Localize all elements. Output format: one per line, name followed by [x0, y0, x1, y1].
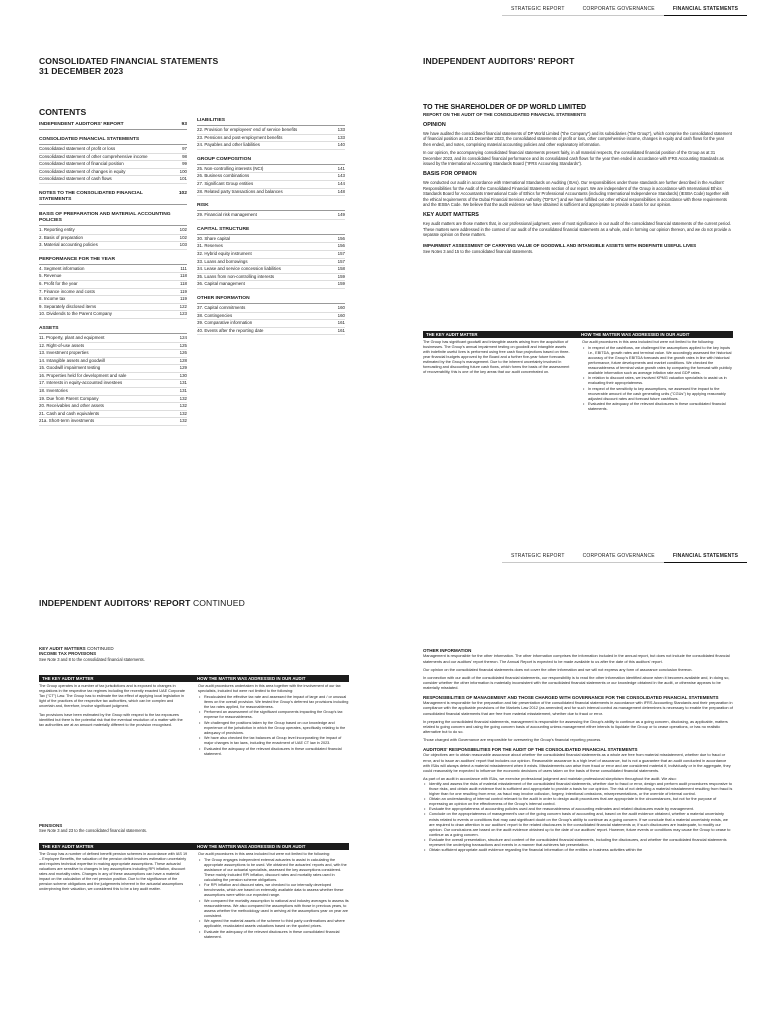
auditors-responsibilities-paragraph: As part of an audit in accordance with ISAs, we exercise professional judgment and maintain professional skepticism throughout the audit. We also:: [423, 775, 677, 781]
nav-corporate-governance[interactable]: CORPORATE GOVERNANCE: [574, 549, 664, 563]
contents-title: CONTENTS: [39, 107, 87, 117]
toc-row[interactable]: 33. Loans and borrowings 157: [197, 259, 345, 267]
list-item: • We agreed the material assets of the scheme to third party confirmations and where applicable, recalculated assets valuations based on the quoted prices.: [198, 919, 349, 929]
toc-heading: CONSOLIDATED FINANCIAL STATEMENTS: [39, 137, 187, 145]
toc-row[interactable]: 20. Receivables and other assets 132: [39, 403, 187, 411]
pensions-section: [39, 823, 349, 834]
kam-column-addressed: HOW THE MATTER WAS ADDRESSED IN OUR AUDIT: [581, 332, 690, 337]
kam-table-body: [39, 682, 349, 757]
list-item: • For RPI inflation and discount rates, we checked to our internally developed benchmarks, which are based on externally available data to assess whether these assumptions were within our expected range.: [198, 883, 349, 898]
auditors-responsibilities-paragraph: Our objectives are to obtain reasonable assurance about whether the consolidated financial statements as a whole are free from material misstatement, whether due to fraud or error, and to issue an auditors' report that includes our opinion. Reasonable assurance is a high level of assurance, but is not a guarantee that an audit conducted in accordance with ISAs will always detect a material misstatement when it exists. Misstatements can arise from fraud or error and are considered material if, individually or in the aggregate, they could reasonably be expected to influence the economic decisions of users taken on the basis of these consolidated financial statements.: [423, 752, 731, 773]
kam-column-addressed: HOW THE MATTER WAS ADDRESSED IN OUR AUDIT: [197, 844, 306, 849]
section-title-line-2: 31 DECEMBER 2023: [39, 66, 124, 76]
income-tax-note: See Note 3 and 8 to the consolidated financial statements.: [39, 656, 145, 662]
nav-corporate-governance[interactable]: CORPORATE GOVERNANCE: [574, 2, 664, 16]
kam-table-impairment: [423, 331, 733, 412]
toc-row[interactable]: 11. Property, plant and equipment 124: [39, 335, 187, 343]
list-item: • We challenged the positions taken by the Group based on our knowledge and experience of the jurisdiction in which the Group operates, specifically relating to the adequacy of provisions.: [198, 721, 349, 736]
nav-strategic-report[interactable]: STRATEGIC REPORT: [502, 549, 574, 563]
responsibilities-heading: RESPONSIBILITIES OF MANAGEMENT AND THOSE CHARGED WITH GOVERNANCE FOR THE CONSOLIDATED FINANCIAL STATEMENTS: [423, 694, 719, 700]
toc-row[interactable]: 2. Basis of preparation 102: [39, 235, 187, 243]
list-item: • Evaluated the adequacy of the relevant disclosures in these consolidated financial statement.: [198, 747, 349, 757]
toc-row[interactable]: 22. Provision for employees' end of service benefits 133: [197, 127, 345, 135]
kam-table-header: [423, 331, 733, 338]
toc-row[interactable]: 30. Share capital 156: [197, 236, 345, 244]
contents-column-1: [39, 122, 187, 426]
toc-row[interactable]: Consolidated statement of changes in equity 100: [39, 169, 187, 177]
opinion-paragraph-1: We have audited the consolidated financial statements of DP World Limited ("the Company") and its subsidiaries ("the Group"), which comprise the consolidated statement of financial position as at 31 December 2023, the consolidated statements of profit or loss, other comprehensive income, changes in equity and cash flows for the year then ended, and notes, comprising material accounting policies and other explanatory information.: [423, 130, 732, 147]
procedure-list: [198, 695, 349, 757]
toc-heading: ASSETS: [39, 326, 187, 334]
responsibilities-paragraph: Those charged with Governance are responsible for overseeing the Group's financial reporting process.: [423, 736, 602, 742]
toc-heading: LIABILITIES: [197, 118, 345, 126]
kam-matter-text: The Group has a number of defined benefit pension schemes in accordance with IAS 19 – Employee Benefits, the valuation of the pension deficit involves estimation uncertainty and requires technical expertise in making appropriate assumptions. These actuarial valuations are sensitive to changes in key assumptions including RPI inflation, discount rates and mortality rates. Changes in any of these assumptions can have a material impact on the calculation of the net pension position. Due to the significance of the pension scheme obligations and the judgements inherent in the actuarial assumptions underpinning their valuation, we considered this to be a key audit matter.: [39, 852, 188, 891]
kam-column-addressed: HOW THE MATTER WAS ADDRESSED IN OUR AUDIT: [197, 676, 306, 681]
list-item: • We have also checked the tax balances at Group level incorporating the impact of major changes in tax laws, including the enactment of UAE CT law in 2023.: [198, 736, 349, 746]
toc-row[interactable]: 4. Segment information 111: [39, 266, 187, 274]
list-item: • Identify and assess the risks of material misstatement of the consolidated financial statements, whether due to fraud or error, design and perform audit procedures responsive to those risks, and obtain audit evidence that is sufficient and appropriate to provide a basis for our opinion. The risk of not detecting a material misstatement resulting from fraud is higher than for one resulting from error, as fraud may involve collusion, forgery, intentional omissions, misrepresentations, or the override of internal control.: [424, 780, 733, 797]
toc-row[interactable]: 29. Financial risk management 149: [197, 212, 345, 220]
toc-heading-auditors-report[interactable]: INDEPENDENT AUDITORS' REPORT 93: [39, 122, 187, 130]
toc-heading: RISK: [197, 203, 345, 211]
nav-financial-statements[interactable]: FINANCIAL STATEMENTS: [664, 549, 747, 563]
kam-procedures: Our audit procedures undertaken in this area together with the involvement of our tax specialists, included but were not limited to the following: • Recalculated the effective tax rate and assessed the impact of large and / or unusual items on the overall provision. We tested the Group's deferred tax provisions including the tax rates applied, for reasonableness. • Performed an assessment of the significant components impacting the Group's tax expense for reasonableness. • We challenged the positions taken by the Group based on our knowledge and experience of the jurisdiction in which the Group operates, specifically relating to the adequacy of provisions. • We have also checked the tax balances at Group level incorporating the impact of major changes in tax laws, including the enactment of UAE CT law in 2023. • Evaluated the adequacy of the relevant disclosures in these consolidated financial statement.: [194, 682, 349, 757]
toc-row[interactable]: 9. Separately disclosed items 122: [39, 304, 187, 312]
section-title: [39, 56, 218, 76]
opinion-paragraph-2: In our opinion, the accompanying consolidated financial statements present fairly, in all material respects, the consolidated financial position of the Group as at 31 December 2023, and its consolidated financial performance and its consolidated cash flows for the year then ended in accordance with IFRS Accounting Standards as issued by the International Accounting Standards Board ("IFRS Accounting Standards").: [423, 150, 724, 166]
top-navigation-lower: [502, 549, 747, 563]
other-information-heading: OTHER INFORMATION: [423, 648, 472, 653]
procedure-list: [198, 858, 349, 940]
kam-paragraph: Key audit matters are those matters that, in our professional judgment, were of most significance in our audit of the consolidated financial statements of the current period. These matters were addressed in the context of our audit of the consolidated financial statements as a whole, and in forming our opinion thereon, and we do not provide a separate opinion on these matters.: [423, 221, 731, 238]
top-navigation: [502, 2, 747, 16]
toc-heading-notes[interactable]: NOTES TO THE CONSOLIDATED FINANCIAL STATEMENTS 102: [39, 191, 187, 205]
kam-continued-section: [39, 646, 349, 662]
toc-row[interactable]: 39. Comparative information 161: [197, 320, 345, 328]
page-title: INDEPENDENT AUDITORS' REPORT: [423, 56, 575, 66]
toc-row[interactable]: 12. Right-of-use assets 125: [39, 343, 187, 351]
other-info-paragraph: In connection with our audit of the consolidated financial statements, our responsibility is to read the other information identified above when it becomes available and, in doing so, consider whether the other information is materially inconsistent with the consolidated financial statements or our knowledge obtained in the audit, or otherwise appears to be materially misstated.: [423, 674, 730, 690]
toc-row[interactable]: 8. Income tax 119: [39, 296, 187, 304]
other-info-paragraph: Our opinion on the consolidated financial statements does not cover the other information and we will not express any form of assurance conclusion thereon.: [423, 666, 693, 672]
income-tax-heading: INCOME TAX PROVISIONS: [39, 651, 97, 657]
toc-row[interactable]: 35. Loans from non-controlling interests 159: [197, 274, 345, 282]
auditors-responsibilities-heading: AUDITORS' RESPONSIBILITIES FOR THE AUDIT OF THE CONSOLIDATED FINANCIAL STATEMENTS: [423, 747, 638, 753]
procedure-list: [582, 346, 733, 413]
list-item: • In respect of the cashflows, we challenged the assumptions applied to the key inputs i.e., EBITDA, growth rates and terminal value. We accordingly assessed the historical accuracy of the Group's EBITDA forecasts and the growth rates in line with historical performance, future developments and market conditions. We checked the reasonableness of terminal value growth rates by comparing the forecast with publicly available information such as average inflation rate and GDP rates.: [582, 346, 733, 376]
nav-strategic-report[interactable]: STRATEGIC REPORT: [502, 2, 574, 16]
toc-row[interactable]: 10. Dividends to the Parent Company 123: [39, 311, 187, 319]
toc-heading: GROUP COMPOSITION: [197, 157, 345, 165]
toc-row[interactable]: 13. Investment properties 126: [39, 350, 187, 358]
list-item: • Performed an assessment of the significant components impacting the Group's tax expense for reasonableness.: [198, 710, 349, 720]
toc-heading: CAPITAL STRUCTURE: [197, 227, 345, 235]
kam-procedures: Our audit procedures in this area included but were not limited to the following: • In respect of the cashflows, we challenged the assumptions applied to the key inputs i.e., EBITDA, growth rates and terminal value. We accordingly assessed the historical accuracy of the Group's EBITDA forecasts and the growth rates in line with historical performance, future developments and market conditions. We checked the reasonableness of terminal value growth rates by comparing the forecast with publicly available information such as average inflation rate and GDP rates. • In relation to discount rates, we involved KPMG valuation specialists to assist us in evaluating their appropriateness. • In respect of the sensitivity to key assumptions, we assessed the impact to the recoverable amount of the cash generating units ("CGUs") by applying reasonably adjusted discount rates and forecast future cashflows. • Evaluated the adequacy of the relevant disclosures in these consolidated financial statements.: [578, 338, 733, 412]
toc-row[interactable]: 14. Intangible assets and goodwill 128: [39, 358, 187, 366]
toc-row[interactable]: Consolidated statement of cash flows 101: [39, 176, 187, 184]
list-item: • Evaluate the overall presentation, structure and content of the consolidated financial statements, including the disclosures, and whether the consolidated financial statements represent the underlying transactions and events in a manner that achieves fair presentation.: [424, 836, 727, 848]
toc-row[interactable]: Consolidated statement of financial position 99: [39, 161, 187, 169]
list-item: • In relation to discount rates, we involved KPMG valuation specialists to assist us in evaluating their appropriateness.: [582, 376, 733, 386]
toc-row[interactable]: 26. Business combinations 143: [197, 173, 345, 181]
kam-table-income-tax: [39, 675, 349, 757]
toc-row[interactable]: 17. Interests in equity-accounted investees 131: [39, 380, 187, 388]
list-item: • Recalculated the effective tax rate and assessed the impact of large and / or unusual items on the overall provision. We tested the Group's deferred tax provisions including the tax rates applied, for reasonableness.: [198, 695, 349, 710]
basis-paragraph: We conducted our audit in accordance with International Standards on Auditing (ISAs). Our responsibilities under those standards are further described in the Auditors' Responsibilities for the Audit of the Consolidated Financial Statements section of our report. We are independent of the Group in accordance with International Ethics Standards Board for Accountants International Code of Ethics for Professional Accountants (including International Independence Standards) (IESBA Code) together with the ethical requirements of the Dubai Financial Services Authority ("DFSA") and we have fulfilled our other ethical responsibilities in accordance with these requirements and the IESBA Code. We believe that the audit evidence we have obtained is sufficient and appropriate to provide a basis for our opinion.: [423, 180, 730, 207]
list-item: • In respect of the sensitivity to key assumptions, we assessed the impact to the recoverable amount of the cash generating units ("CGUs") by applying reasonably adjusted discount rates and forecast future cashflows.: [582, 387, 733, 402]
toc-heading: OTHER INFORMATION: [197, 296, 345, 304]
spread-pages-94-95: [0, 512, 768, 1024]
list-item: • We compared the mortality assumption to national and industry averages to assess its reasonableness. We also compared the assumptions with those in previous years, to assess whether the methodology used in arriving at the assumptions year on year are consistent.: [198, 899, 349, 919]
kam-heading: KEY AUDIT MATTERS: [423, 212, 479, 219]
responsibilities-paragraph: Management is responsible for the preparation and fair presentation of the consolidated financial statements in accordance with IFRS Accounting Standards and their preparation in compliance with the applicable provisions of the Markets Law 2012 (as amended) and for such internal control as management determines is necessary to enable the preparation of consolidated financial statements that are free from material misstatement, whether due to fraud or error.: [423, 700, 733, 716]
pensions-heading: PENSIONS: [39, 823, 63, 828]
toc-row[interactable]: 25. Non-controlling interests (NCI) 141: [197, 166, 345, 174]
toc-row[interactable]: 40. Events after the reporting date 161: [197, 328, 345, 336]
toc-row[interactable]: 34. Lease and service concession liabilities 158: [197, 266, 345, 274]
toc-row[interactable]: 27. Significant Group entities 144: [197, 181, 345, 189]
kam-column-matter: THE KEY AUDIT MATTER: [42, 844, 94, 849]
toc-row[interactable]: 6. Profit for the year 118: [39, 281, 187, 289]
toc-row[interactable]: 21a. Short-term investments 132: [39, 418, 187, 426]
toc-row[interactable]: 28. Related party transactions and balances 148: [197, 189, 345, 197]
report-addressee: TO THE SHAREHOLDER OF DP WORLD LIMITED: [423, 104, 587, 111]
list-item: • Obtain sufficient appropriate audit evidence regarding the financial information of the entities or business activities within the: [424, 847, 643, 853]
auditor-duties-list: [423, 781, 733, 852]
toc-row[interactable]: 38. Contingencies 160: [197, 313, 345, 321]
list-item: • Evaluated the adequacy of the relevant disclosures in these consolidated financial statements.: [582, 402, 733, 412]
list-item: • Evaluate the appropriateness of accounting policies used and the reasonableness of accounting estimates and related disclosures made by management.: [424, 806, 694, 812]
list-item: • Evaluate the adequacy of the relevant disclosures in these consolidated financial statement.: [198, 930, 349, 940]
kam-matter-text: The Group operates in a number of tax jurisdictions and is exposed to changes in regulations in the respective tax regimes including the recently enacted UAE Corporate Tax ("CT") Law. The Group has to estimate the tax effect of applying local legislation in light of the practices of the respective tax authorities, which can be complex and uncertain and, therefore, involve significant judgment. Tax provisions have been estimated by the Group with respect to the tax exposures identified but there is the potential risk that the eventual resolution of a matter with the tax authorities are at an amount materially different to the provision recognised.: [39, 684, 186, 727]
nav-financial-statements[interactable]: FINANCIAL STATEMENTS: [664, 2, 747, 16]
toc-row[interactable]: 3. Material accounting policies 103: [39, 242, 187, 250]
impairment-note: See Notes 3 and 15 to the consolidated financial statements.: [423, 249, 534, 254]
basis-heading: BASIS FOR OPINION: [423, 171, 477, 178]
page-title-text: INDEPENDENT AUDITORS' REPORT: [39, 598, 191, 608]
kam-procedures: Our audit procedures in this area included but were not limited to the following: • The Group engages independent external actuaries to assist in calculating the appropriate assumptions to be used. We obtained the actuaries' reports and, with the assistance of our actuarial specialists, assessed the key assumptions considered. These mainly included RPI inflation, discount rates and mortality rates used in calculating the pension scheme obligations. • For RPI inflation and discount rates, we checked to our internally developed benchmarks, which are based on externally available data to assess whether these assumptions were within our expected range. • We compared the mortality assumption to national and industry averages to assess its reasonableness. We also compared the assumptions with those in previous years, to assess whether the methodology used in arriving at the assumptions year on year are consistent. • We agreed the material assets of the scheme to third party confirmations and where applicable, recalculated assets valuations based on the quoted prices. • Evaluate the adequacy of the relevant disclosures in these consolidated financial statement.: [194, 850, 349, 940]
toc-row[interactable]: 37. Capital commitments 160: [197, 305, 345, 313]
toc-row[interactable]: 24. Payables and other liabilities 140: [197, 142, 345, 150]
kam-matter-text: The Group has significant goodwill and intangible assets arising from the acquisition of businesses. The Group's annual impairment testing on goodwill and intangible assets with indefinite useful lives is performed using free cash flow projections based on three-year financial budgets approved by the Board and a further five-year future forecasts estimated by the Group's management. Due to the inherent uncertainty involved in forecasting and discounting future cash flows, which forms the basis of the assessment of recoverability, this is one of the key areas that our audit concentrated on.: [423, 340, 570, 374]
kam-column-matter: THE KEY AUDIT MATTER: [426, 332, 478, 337]
toc-row[interactable]: 1. Reporting entity 102: [39, 227, 187, 235]
list-item: • The Group engages independent external actuaries to assist in calculating the appropriate assumptions to be used. We obtained the actuaries' reports and, with the assistance of our actuarial specialists, assessed the key assumptions considered. These mainly included RPI inflation, discount rates and mortality rates used in calculating the pension scheme obligations.: [198, 858, 349, 883]
toc-row[interactable]: 16. Properties held for development and sale 130: [39, 373, 187, 381]
toc-row[interactable]: Consolidated statement of other comprehensive income 98: [39, 154, 187, 162]
kam-table-header: [39, 675, 349, 682]
toc-row[interactable]: 7. Finance income and costs 119: [39, 289, 187, 297]
kam-column-matter: THE KEY AUDIT MATTER: [42, 676, 94, 681]
other-info-paragraph: Management is responsible for the other information. The other information comprises the information included in the annual report, but does not include the consolidated financial statements and our auditors' report thereon. The Annual Report is expected to be made available to us after the date of this auditors' report.: [423, 653, 730, 664]
list-item: • Obtain an understanding of internal control relevant to the audit in order to design audit procedures that are appropriate in the circumstances, but not for the purpose of expressing an opinion on the effectiveness of the Group's internal control.: [424, 796, 717, 807]
kam-table-body: [423, 338, 733, 412]
responsibilities-paragraph: In preparing the consolidated financial statements, management is responsible for assessing the Group's ability to continue as a going concern, disclosing, as applicable, matters related to going concern and using the going concern basis of accounting unless management either intends to liquidate the Group or to cease operations, or has no realistic alternative but to do so.: [423, 718, 728, 734]
opinion-heading: OPINION: [423, 121, 446, 128]
toc-heading: BASIS OF PREPARATION AND MATERIAL ACCOUNTING POLICIES: [39, 212, 187, 226]
toc-row[interactable]: 18. Inventories 131: [39, 388, 187, 396]
auditors-report-body: [423, 104, 733, 254]
report-subtitle: REPORT ON THE AUDIT OF THE CONSOLIDATED FINANCIAL STATEMENTS: [423, 111, 586, 117]
toc-row[interactable]: 23. Pensions and post-employment benefits 133: [197, 135, 345, 143]
toc-row[interactable]: 15. Goodwill impairment testing 129: [39, 365, 187, 373]
section-title-line-1: CONSOLIDATED FINANCIAL STATEMENTS: [39, 56, 219, 66]
kam-table-pensions: [39, 843, 349, 940]
list-item: • Conclude on the appropriateness of management's use of the going concern basis of accounting and, based on the audit evidence obtained, whether a material uncertainty exists related to events or conditions that may cast significant doubt on the Group's ability to continue as a going concern. If we conclude that a material uncertainty exists, we are required to draw attention in our auditors' report to the related disclosures in the consolidated financial statements or, if such disclosures are inadequate, to modify our opinion. Our conclusions are based on the audit evidence obtained up to the date of our auditors' report. However, future events or conditions may cause the Group to cease to continue as a going concern.: [424, 811, 731, 837]
page-title-continued-label: CONTINUED: [192, 598, 245, 608]
kam-table-header: [39, 843, 349, 850]
pensions-note: See Note 3 and 23 to the consolidated financial statements.: [39, 828, 148, 834]
toc-row[interactable]: 31. Reserves 156: [197, 243, 345, 251]
toc-heading: PERFORMANCE FOR THE YEAR: [39, 257, 187, 265]
page-title-continued: [39, 598, 245, 608]
contents-column-2: [197, 118, 345, 335]
kam-continued-heading: KEY AUDIT MATTERS CONTINUED: [39, 646, 114, 651]
toc-row[interactable]: 32. Hybrid equity instrument 157: [197, 251, 345, 259]
kam-table-body: [39, 850, 349, 940]
toc-row[interactable]: 36. Capital management 159: [197, 281, 345, 289]
report-continued-body: [423, 648, 733, 852]
toc-row[interactable]: 5. Revenue 118: [39, 273, 187, 281]
toc-row[interactable]: Consolidated statement of profit or loss 97: [39, 146, 187, 154]
toc-row[interactable]: 21. Cash and cash equivalents 132: [39, 411, 187, 419]
toc-row[interactable]: 19. Due from Parent Company 132: [39, 396, 187, 404]
impairment-heading: IMPAIRMENT ASSESSMENT OF CARRYING VALUE OF GOODWILL AND INTANGIBLE ASSETS WITH INDEFINITE USEFUL LIVES: [423, 242, 697, 248]
